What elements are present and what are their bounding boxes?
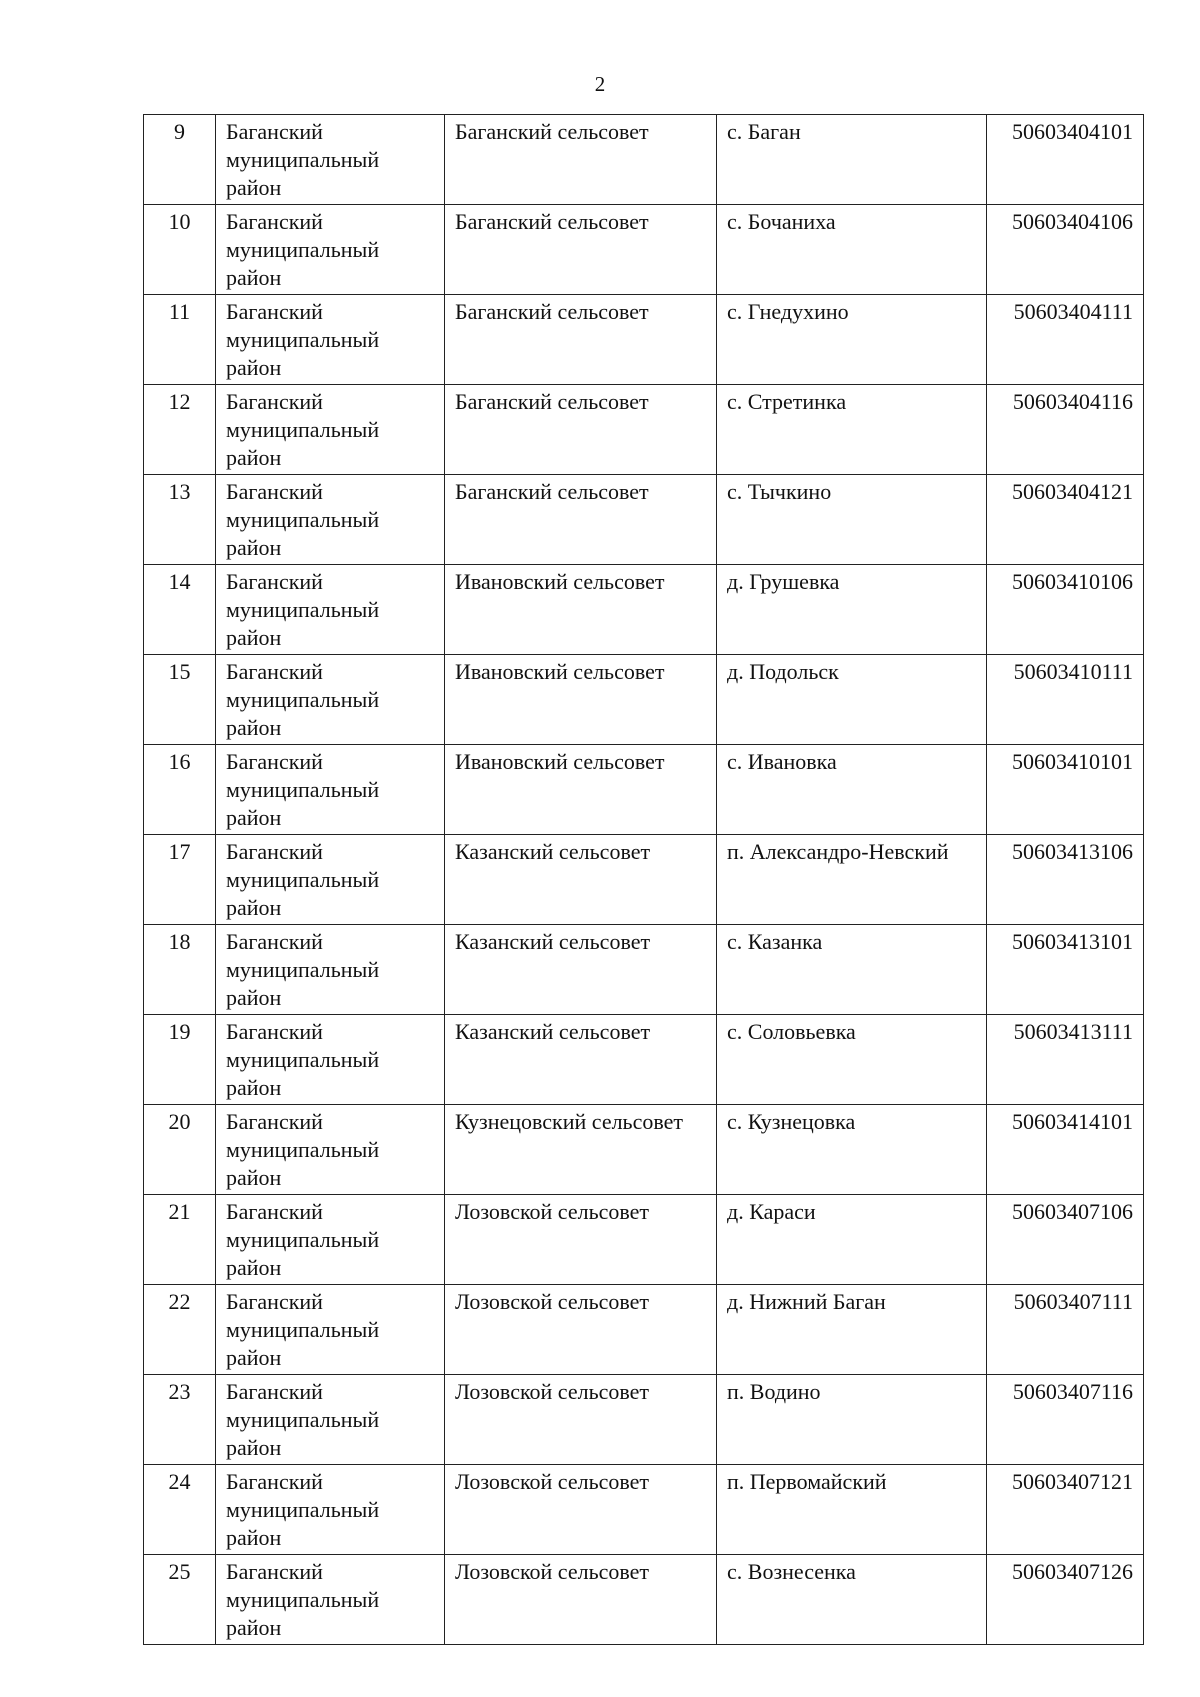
row-number-cell: 23 (144, 1375, 216, 1465)
council-cell: Лозовской сельсовет (445, 1465, 717, 1555)
row-number-cell: 12 (144, 385, 216, 475)
row-number-cell: 22 (144, 1285, 216, 1375)
council-cell: Лозовской сельсовет (445, 1555, 717, 1645)
council-cell: Ивановский сельсовет (445, 655, 717, 745)
council-cell: Лозовской сельсовет (445, 1375, 717, 1465)
council-cell: Казанский сельсовет (445, 1015, 717, 1105)
council-cell: Казанский сельсовет (445, 835, 717, 925)
council-cell: Ивановский сельсовет (445, 565, 717, 655)
oktmo-code-cell: 50603404121 (987, 475, 1144, 565)
district-cell: Баганский муниципальный район (216, 205, 445, 295)
table-row (144, 475, 1144, 565)
locality-cell: д. Нижний Баган (717, 1285, 987, 1375)
table-row (144, 1465, 1144, 1555)
council-cell: Лозовской сельсовет (445, 1195, 717, 1285)
oktmo-code-cell: 50603407116 (987, 1375, 1144, 1465)
oktmo-code-cell: 50603407121 (987, 1465, 1144, 1555)
table-row (144, 295, 1144, 385)
district-cell: Баганский муниципальный район (216, 565, 445, 655)
oktmo-code-cell: 50603410106 (987, 565, 1144, 655)
council-cell: Ивановский сельсовет (445, 745, 717, 835)
row-number-cell: 10 (144, 205, 216, 295)
oktmo-code-cell: 50603404116 (987, 385, 1144, 475)
oktmo-code-cell: 50603407111 (987, 1285, 1144, 1375)
table-row (144, 1555, 1144, 1645)
district-cell: Баганский муниципальный район (216, 475, 445, 565)
table-row (144, 115, 1144, 205)
district-cell: Баганский муниципальный район (216, 655, 445, 745)
locality-cell: с. Тычкино (717, 475, 987, 565)
oktmo-code-cell: 50603413106 (987, 835, 1144, 925)
table-row (144, 385, 1144, 475)
locality-cell: с. Соловьевка (717, 1015, 987, 1105)
council-cell: Лозовской сельсовет (445, 1285, 717, 1375)
table-body (144, 115, 1144, 1645)
oktmo-code-cell: 50603410111 (987, 655, 1144, 745)
district-cell: Баганский муниципальный район (216, 1285, 445, 1375)
locality-cell: д. Грушевка (717, 565, 987, 655)
locality-cell: п. Водино (717, 1375, 987, 1465)
district-cell: Баганский муниципальный район (216, 1195, 445, 1285)
row-number-cell: 13 (144, 475, 216, 565)
table-row (144, 655, 1144, 745)
district-cell: Баганский муниципальный район (216, 295, 445, 385)
district-cell: Баганский муниципальный район (216, 835, 445, 925)
district-cell: Баганский муниципальный район (216, 745, 445, 835)
row-number-cell: 19 (144, 1015, 216, 1105)
settlements-table (143, 114, 1144, 1645)
district-cell: Баганский муниципальный район (216, 1105, 445, 1195)
row-number-cell: 17 (144, 835, 216, 925)
oktmo-code-cell: 50603404111 (987, 295, 1144, 385)
district-cell: Баганский муниципальный район (216, 385, 445, 475)
council-cell: Баганский сельсовет (445, 385, 717, 475)
locality-cell: с. Гнедухино (717, 295, 987, 385)
locality-cell: д. Подольск (717, 655, 987, 745)
district-cell: Баганский муниципальный район (216, 115, 445, 205)
row-number-cell: 11 (144, 295, 216, 385)
oktmo-code-cell: 50603410101 (987, 745, 1144, 835)
row-number-cell: 9 (144, 115, 216, 205)
locality-cell: с. Вознесенка (717, 1555, 987, 1645)
locality-cell: п. Первомайский (717, 1465, 987, 1555)
district-cell: Баганский муниципальный район (216, 1465, 445, 1555)
district-cell: Баганский муниципальный район (216, 1375, 445, 1465)
oktmo-code-cell: 50603404106 (987, 205, 1144, 295)
locality-cell: с. Кузнецовка (717, 1105, 987, 1195)
table-row (144, 1195, 1144, 1285)
row-number-cell: 14 (144, 565, 216, 655)
oktmo-code-cell: 50603407106 (987, 1195, 1144, 1285)
table-row (144, 1105, 1144, 1195)
district-cell: Баганский муниципальный район (216, 1555, 445, 1645)
row-number-cell: 15 (144, 655, 216, 745)
page-number: 2 (594, 72, 606, 96)
council-cell: Казанский сельсовет (445, 925, 717, 1015)
table-row (144, 1015, 1144, 1105)
row-number-cell: 16 (144, 745, 216, 835)
table-row (144, 745, 1144, 835)
council-cell: Кузнецовский сельсовет (445, 1105, 717, 1195)
oktmo-code-cell: 50603414101 (987, 1105, 1144, 1195)
council-cell: Баганский сельсовет (445, 205, 717, 295)
locality-cell: д. Караси (717, 1195, 987, 1285)
locality-cell: с. Ивановка (717, 745, 987, 835)
table-row (144, 925, 1144, 1015)
table-row (144, 835, 1144, 925)
table-row (144, 205, 1144, 295)
council-cell: Баганский сельсовет (445, 115, 717, 205)
oktmo-code-cell: 50603407126 (987, 1555, 1144, 1645)
table-row (144, 565, 1144, 655)
row-number-cell: 21 (144, 1195, 216, 1285)
row-number-cell: 18 (144, 925, 216, 1015)
council-cell: Баганский сельсовет (445, 475, 717, 565)
table-row (144, 1285, 1144, 1375)
council-cell: Баганский сельсовет (445, 295, 717, 385)
table-row (144, 1375, 1144, 1465)
locality-cell: с. Стретинка (717, 385, 987, 475)
district-cell: Баганский муниципальный район (216, 1015, 445, 1105)
row-number-cell: 25 (144, 1555, 216, 1645)
row-number-cell: 20 (144, 1105, 216, 1195)
district-cell: Баганский муниципальный район (216, 925, 445, 1015)
locality-cell: с. Бочаниха (717, 205, 987, 295)
locality-cell: п. Александро-Невский (717, 835, 987, 925)
oktmo-code-cell: 50603413101 (987, 925, 1144, 1015)
row-number-cell: 24 (144, 1465, 216, 1555)
oktmo-code-cell: 50603404101 (987, 115, 1144, 205)
locality-cell: с. Баган (717, 115, 987, 205)
oktmo-code-cell: 50603413111 (987, 1015, 1144, 1105)
locality-cell: с. Казанка (717, 925, 987, 1015)
